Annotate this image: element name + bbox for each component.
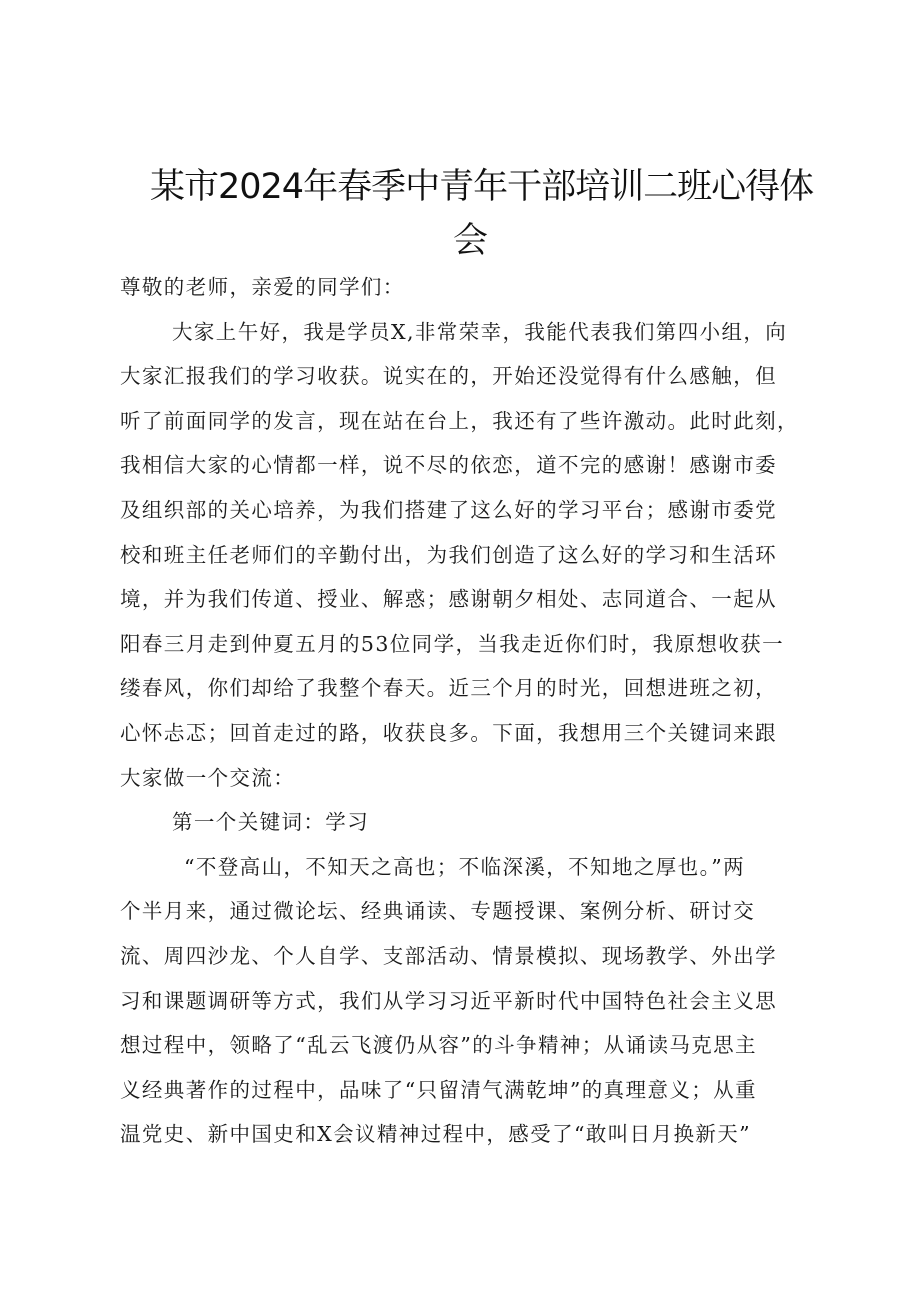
body-line: 阳春三月走到仲夏五月的53位同学，当我走近你们时，我原想收获一 bbox=[120, 631, 784, 656]
title-line: 某市2024年春季中青年干部培训二班心得体 bbox=[150, 167, 814, 207]
document-body bbox=[120, 265, 820, 1157]
body-line: 大家做一个交流： bbox=[120, 765, 296, 790]
body-line: 校和班主任老师们的辛勤付出，为我们创造了这么好的学习和生活环 bbox=[120, 542, 777, 567]
body-line: 尊敬的老师，亲爱的同学们： bbox=[120, 275, 405, 299]
body-line: 大家上午好，我是学员X,非常荣幸，我能代表我们第四小组，向 bbox=[172, 319, 788, 344]
body-line: 境，并为我们传道、授业、解惑；感谢朝夕相处、志同道合、一起从 bbox=[120, 587, 777, 612]
body-line: 我相信大家的心情都一样，说不尽的依恋，道不完的感谢！感谢市委 bbox=[120, 453, 777, 478]
body-line: 第一个关键词：学习 bbox=[172, 810, 370, 835]
body-line: 义经典著作的过程中，品味了“只留清气满乾坤”的真理意义；从重 bbox=[120, 1077, 757, 1102]
body-line: 个半月来，通过微论坛、经典诵读、专题授课、案例分析、研讨交 bbox=[120, 899, 756, 924]
document-title bbox=[150, 160, 814, 268]
body-line: 缕春风，你们却给了我整个春天。近三个月的时光，回想进班之初， bbox=[120, 676, 777, 701]
body-line: 大家汇报我们的学习收获。说实在的，开始还没觉得有什么感触，但 bbox=[120, 364, 777, 389]
body-line: 温党史、新中国史和X会议精神过程中，感受了“敢叫日月换新天” bbox=[120, 1122, 752, 1147]
body-line: 流、周四沙龙、个人自学、支部活动、情景模拟、现场教学、外出学 bbox=[120, 943, 777, 968]
body-line: “不登高山，不知天之高也；不临深溪，不知地之厚也。”两 bbox=[184, 854, 746, 879]
body-line: 想过程中，领略了“乱云飞渡仍从容”的斗争精神；从诵读马克思主 bbox=[120, 1033, 757, 1058]
body-line: 心怀忐忑；回首走过的路，收获良多。下面，我想用三个关键词来跟 bbox=[120, 720, 777, 745]
body-line: 习和课题调研等方式，我们从学习习近平新时代中国特色社会主义思 bbox=[120, 988, 777, 1013]
title-line: 会 bbox=[452, 221, 487, 261]
body-line: 及组织部的关心培养，为我们搭建了这么好的学习平台；感谢市委党 bbox=[120, 497, 777, 522]
body-line: 听了前面同学的发言，现在站在台上，我还有了些许激动。此时此刻， bbox=[120, 408, 799, 433]
